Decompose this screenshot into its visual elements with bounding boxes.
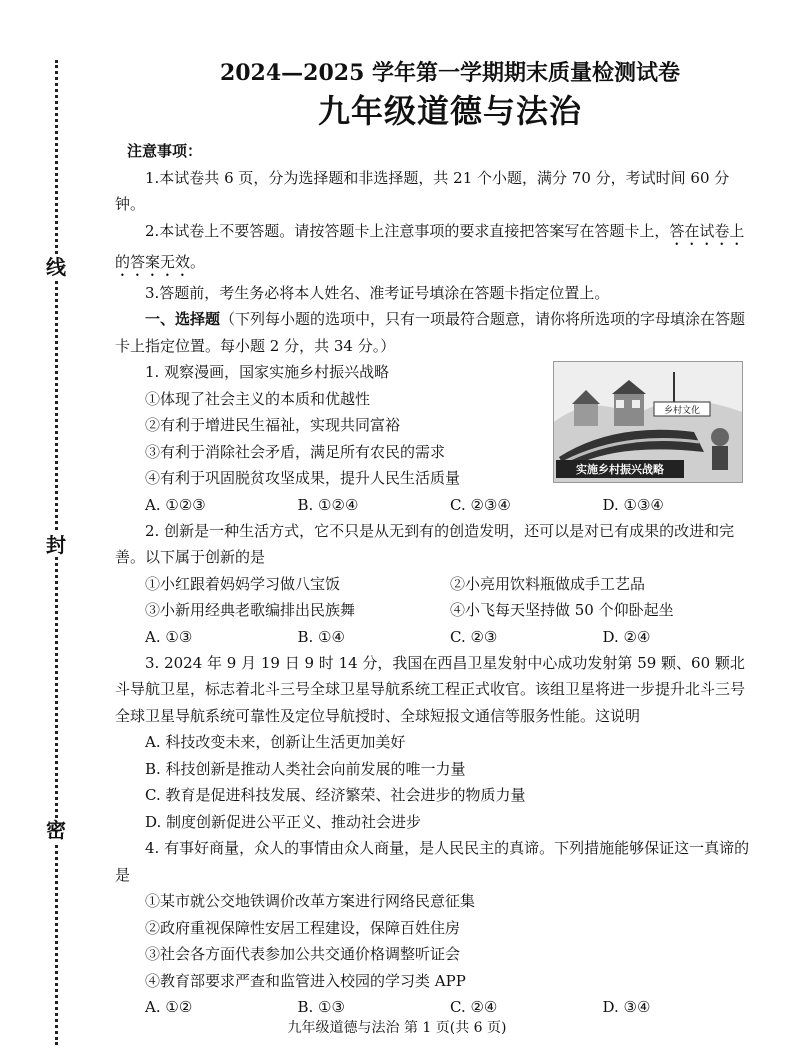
q1-options bbox=[115, 492, 755, 518]
q4-item: ④教育部要求严查和监管进入校园的学习类 APP bbox=[145, 971, 466, 990]
notice-item-2: 2.本试卷上不要答题。请按答题卡上注意事项的要求直接把答案写在答题卡上，答在试卷上的答案无效。 bbox=[115, 221, 745, 271]
q1-item: ③有利于消除社会矛盾，满足所有农民的需求 bbox=[145, 442, 446, 461]
q4-item: ②政府重视保障性安居工程建设，保障百姓住房 bbox=[145, 918, 461, 937]
comic-caption: 实施乡村振兴战略 bbox=[576, 463, 664, 476]
q1-item: ④有利于巩固脱贫攻坚成果，提升人民生活质量 bbox=[145, 469, 461, 487]
question-1 bbox=[115, 359, 755, 518]
q3-option-a: A. 科技改变未来，创新让生活更加美好 bbox=[145, 733, 406, 751]
q3-option-b: B. 科技创新是推动人类社会向前发展的唯一力量 bbox=[145, 759, 466, 778]
option-c: C. ②③④ bbox=[450, 495, 511, 514]
q3-option-d: D. 制度创新促进公平正义、推动社会进步 bbox=[145, 812, 422, 831]
binding-char-seal: 封 bbox=[46, 533, 66, 557]
q2-items-row bbox=[115, 571, 755, 598]
q3-option-c: C. 教育是促进科技发展、经济繁荣、社会进步的物质力量 bbox=[145, 786, 526, 804]
option-d: D. ③④ bbox=[602, 998, 651, 1016]
q2-items-row bbox=[115, 597, 755, 624]
subject-title: 九年级道德与法治 bbox=[317, 92, 582, 130]
section1-header: 一、选择题（下列每小题的选项中，只有一项最符合题意，请你将所选项的字母填涂在答题卡上指定位置。每小题 2 分，共 34 分。） bbox=[115, 310, 746, 355]
q1-stem: 1. 观察漫画，国家实施乡村振兴战略 bbox=[145, 363, 390, 381]
q2-item: ①小红跟着妈妈学习做八宝饭 bbox=[145, 574, 341, 593]
option-c: C. ②③ bbox=[450, 627, 498, 646]
q2-options bbox=[115, 624, 755, 650]
q4-stem: 4. 有事好商量，众人的事情由众人商量，是人民民主的真谛。下列措施能够保证这一真谛的是 bbox=[115, 839, 750, 884]
comic-illustration bbox=[554, 362, 742, 482]
exam-title: 2024—2025 学年第一学期期末质量检测试卷 bbox=[219, 60, 681, 86]
q3-stem: 3. 2024 年 9 月 19 日 9 时 14 分，我国在西昌卫星发射中心成功发射第 59 颗、60 颗北斗导航卫星，标志着北斗三号全球卫星导航系统工程正式收官。该组卫星将进一步提升北斗三号全球卫星导航系统可靠性及定位导航授时、全球短报文通信等服务性能。这说明 bbox=[115, 653, 746, 725]
option-d: D. ②④ bbox=[602, 627, 651, 646]
notice-item-3: 3.答题前，考生务必将本人姓名、准考证号填涂在答题卡指定位置上。 bbox=[145, 283, 610, 302]
q4-item: ③社会各方面代表参加公共交通价格调整听证会 bbox=[145, 945, 461, 963]
q2-item: ②小亮用饮料瓶做成手工艺品 bbox=[450, 574, 646, 593]
option-d: D. ①③④ bbox=[602, 495, 664, 514]
exam-content bbox=[115, 58, 755, 1020]
comic-sign-text: 乡村文化 bbox=[663, 406, 701, 416]
option-b: B. ①③ bbox=[297, 998, 345, 1016]
binding-char-line: 线 bbox=[46, 255, 66, 279]
option-a: A. ①② bbox=[145, 998, 193, 1016]
page-footer: 九年级道德与法治 第 1 页(共 6 页) bbox=[287, 1020, 507, 1036]
emphasis-text: 答在试卷上的答案无效 bbox=[115, 221, 745, 271]
notice-heading: 注意事项： bbox=[127, 142, 203, 160]
option-b: B. ①④ bbox=[297, 627, 345, 646]
q1-item: ①体现了社会主义的本质和优越性 bbox=[145, 389, 371, 408]
option-c: C. ②④ bbox=[450, 998, 498, 1016]
option-a: A. ①②③ bbox=[145, 495, 206, 514]
binding-char-secret: 密 bbox=[46, 818, 66, 842]
notice-item-1: 1.本试卷共 6 页，分为选择题和非选择题，共 21 个小题，满分 70 分，考试时间 60 分钟。 bbox=[115, 168, 730, 213]
option-a: A. ①③ bbox=[145, 627, 193, 646]
q2-stem: 2. 创新是一种生活方式，它不只是从无到有的创造发明，还可以是对已有成果的改进和完善。以下属于创新的是 bbox=[115, 521, 735, 566]
q2-item: ④小飞每天坚持做 50 个仰卧起坐 bbox=[450, 601, 674, 619]
q1-item: ②有利于增进民生福祉，实现共同富裕 bbox=[145, 416, 401, 434]
q2-item: ③小新用经典老歌编排出民族舞 bbox=[145, 601, 356, 619]
option-b: B. ①②④ bbox=[297, 495, 359, 514]
rural-revitalization-comic bbox=[553, 361, 743, 483]
q4-item: ①某市就公交地铁调价改革方案进行网络民意征集 bbox=[145, 892, 476, 910]
